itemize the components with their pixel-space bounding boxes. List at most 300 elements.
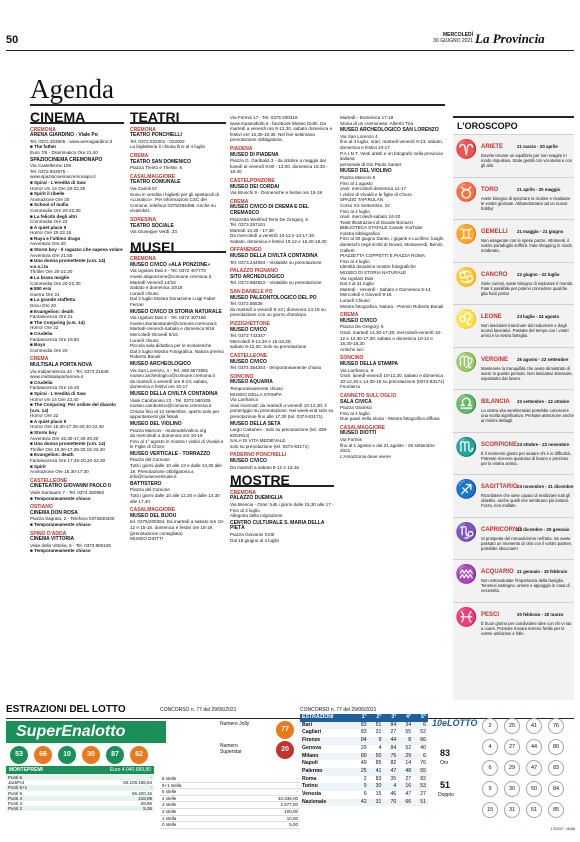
sign-dates: 21 gennaio - 19 febbraio — [517, 569, 568, 574]
superstar-label: 4 stelle — [160, 795, 229, 802]
listing-line: Largo Cattaneo - solo su prenotazione (tel. 338-8254912) — [230, 427, 328, 438]
sign-text: Non lasciatevi trascinare dal malumore e dagli scossi lavorativi. Passate del tempo con i vostri amici e la vostra famiglia. — [481, 323, 569, 338]
listing-block — [30, 505, 124, 527]
listing-city: SPINO D'ADDA — [30, 530, 67, 537]
listing-line: Tutti i giorni dalle 10 alle 13 e dalle 14,30 alle 18. Prenotazione obbligatoria a info@museoverticale.it — [130, 463, 222, 480]
listing-city: CREMA — [30, 356, 49, 363]
ruota-number: 55 — [405, 729, 412, 736]
listing-line: Dal 3 luglio Mostra Fotografica. Natura premio Roberto Bonali — [130, 348, 224, 360]
musei-heading: MUSEI — [130, 245, 226, 254]
superstar-value: - — [229, 789, 300, 796]
listing-line: Fino al 4 luglio — [340, 258, 370, 264]
listing-block — [30, 158, 124, 354]
listing-line: Thriller Ore 15,30-17,35-20,15-22,40 — [30, 446, 105, 452]
10elotto-ball: 25 — [504, 718, 520, 734]
10elotto-ball: 29 — [504, 760, 520, 776]
listing-venue: MUSEO ARCHEOLOGICO — [130, 360, 191, 367]
listing-line: Piazza Trento e Trieste, 6 — [130, 165, 183, 171]
listing-line: Via Giuseppe Verdi, 23 — [130, 229, 177, 235]
listing-block — [130, 257, 226, 307]
ruota-number: 42 — [360, 798, 367, 805]
ruota-number: 29 — [360, 744, 367, 751]
listing-line: Fino al 30 giugno Dante, i giganti e Lucifero: luoghi danteschi negli scritti di Novati, Monteverdi, Benini, Gallerti — [340, 236, 444, 253]
10elotto-ball: 85 — [548, 802, 564, 818]
ruota-number: 51 — [420, 798, 426, 805]
column-header: 1° — [354, 714, 369, 722]
listing-venue: TEATRO PONCHIELLI — [130, 132, 182, 139]
listing-line: fino al 1 agosto e dal 21 agosto - 26 settembre 2021 — [340, 442, 435, 454]
listing-venue: MUSEO DEL VIOLINO — [130, 420, 182, 427]
superenalotto-ball: 66 — [34, 746, 52, 764]
horoscope-sign — [453, 517, 574, 560]
superstar-label: 6 stelle — [160, 776, 229, 782]
horoscope-sign — [453, 177, 574, 220]
listing-line: Martedì - Venerdì - Sabato e Domenica 9-14 — [340, 286, 431, 292]
listing-line: Piazza del Comune — [130, 487, 170, 493]
ruota-number: 44 — [390, 737, 397, 744]
listing-line: Martedì - Domenica 17-19 — [340, 115, 394, 120]
superenalotto-concorso: CONCORSO n. 77 del 29/06/2021 — [160, 707, 237, 713]
teatri-heading: TEATRI — [130, 115, 226, 124]
listing-venue: SALA CIVICA — [340, 398, 372, 405]
prize-label: JackPot — [8, 780, 25, 786]
10elotto-ball: 15 — [482, 802, 498, 818]
horoscope-sign — [453, 474, 574, 517]
superstar-value: 100,00 — [229, 808, 300, 815]
listing-block — [340, 313, 446, 352]
listing-line: Horror Ore 20-22,15 — [30, 230, 72, 236]
listing-title: ■ Storm boy - Il ragazzo che sapeva volare — [30, 247, 123, 253]
sign-dates: 23 luglio - 24 agosto — [517, 314, 560, 319]
listing-city: CREMONA — [130, 256, 156, 263]
listing-line: Da mercoledì a venerdì 10-12 e 14-17,30 — [230, 233, 315, 239]
listing-line: Fuoriterra — [340, 384, 360, 390]
listing-venue: MUSEO DEL VIOLINO — [340, 168, 392, 175]
listing-city: CREMA — [340, 312, 359, 319]
oro-number: 83 — [440, 748, 451, 758]
jolly-label: Numero Jolly — [220, 721, 250, 727]
ruota-number: 2 — [363, 775, 367, 782]
listing-line: SPAZIO TAPIRULAN — [340, 197, 384, 203]
jolly-ball: 77 — [276, 721, 294, 739]
superstar-label: 2 stelle — [160, 808, 229, 815]
listing-line: MUSEO DI STORIA NATURALE — [340, 270, 407, 276]
listing-block — [230, 521, 334, 543]
listing-line: Dal 3 al 31 luglio — [340, 281, 374, 287]
listing-line: Horror Ore 22 — [30, 325, 59, 331]
listing-line: Viale Santuario 7 - Tel. 0374.350882 — [30, 490, 105, 495]
listing-venue: CENTRO CULTURALE S. MARIA DELLA PIETÀ — [230, 519, 325, 532]
listing-title: ■ Una donna promettente (v.m. 14) v.o.s.i.ta — [30, 258, 106, 269]
ruota-number: 25 — [360, 767, 367, 774]
ariete-icon: ♈ — [455, 139, 478, 159]
listing-block — [230, 179, 334, 196]
vergine-icon: ♍ — [455, 351, 478, 372]
ruota-number: 47 — [405, 791, 412, 798]
ruota-number: 50 — [375, 752, 382, 759]
lotto-footer: L'EGO - HUB — [551, 826, 575, 831]
listing-title: ■ Spiral - L'eredità di Saw — [30, 179, 86, 185]
10elotto-ball: 83 — [548, 760, 564, 776]
horoscope-box — [453, 116, 574, 700]
sign-name: CAPRICORNO — [481, 526, 523, 533]
listing-venue: MUSEO DIOTTI — [340, 430, 377, 437]
ruota-number: 83 — [360, 721, 367, 728]
listing-block — [30, 357, 124, 474]
listing-block — [130, 452, 226, 480]
prize-value: 418,09 — [138, 795, 152, 801]
sign-name: ARIETE — [481, 144, 504, 150]
ruota-number: 66 — [420, 737, 426, 744]
10elotto-ball: 51 — [526, 802, 542, 818]
listing-block — [230, 290, 334, 318]
ruota-number: 34 — [405, 721, 412, 728]
ruota-number: 85 — [375, 760, 382, 767]
listing-line: MUSEO DIOTTI — [130, 536, 164, 542]
superenalotto-ball: 62 — [130, 746, 148, 764]
horoscope-sign — [453, 304, 574, 347]
10elotto-ball: 6 — [482, 760, 498, 776]
listing-line: Commedia Ore 20-22,30 — [30, 207, 81, 213]
listing-venue: CINEMA DON ROSA — [30, 509, 78, 516]
superstar-value: - — [229, 782, 300, 789]
superstar-label: 0 stelle — [160, 822, 229, 829]
listing-venue: MUSEO CIVICO — [230, 458, 267, 465]
listing-info: - Viale Po — [75, 132, 98, 139]
ruota-number: 40 — [420, 744, 426, 751]
listing-line: Via Ugolani Dati 4 - Tel. 0372 407168 — [130, 315, 206, 321]
10elotto-ball: 31 — [504, 802, 520, 818]
listing-venue: MUSEO DELLA SETA — [230, 420, 281, 427]
sign-name: SCORPIONE — [481, 441, 518, 448]
doppio-number: 51 — [440, 780, 451, 790]
listing-block — [30, 128, 124, 156]
listing-block — [130, 508, 226, 542]
listing-venue: MUSEO CIVICO DI STORIA NATURALE — [130, 308, 222, 315]
listing-city: PIZZIGHETTONE — [230, 321, 270, 327]
mostre-column — [340, 115, 446, 700]
10elotto-ball: 50 — [526, 781, 542, 797]
listing-line: SALA DI VITA MEDIEVALE — [230, 438, 286, 444]
estrazioni-label: ESTRAZIONI — [300, 714, 354, 722]
ruota-name: Torino — [302, 783, 318, 790]
sign-text: La vostra vita sentimentale potrebbe conoscere una svolta significativa. Prestate attenzione anche ai minimi dettagli. — [481, 408, 574, 423]
listing-line: Tel. 0374 354344 - temporaneamente chiuso — [230, 365, 322, 371]
listing-block — [230, 375, 334, 420]
listing-line: Piazzetta Winifred Terni De Gregory, 5 — [230, 216, 308, 222]
sign-text: È buon giorno per condividere idee con chi vi sta a cuore. Potreste trovare terreno fertile per le vostre ambizioni e folle. — [481, 620, 572, 636]
superstar-value: 40.336,00 — [229, 795, 300, 802]
listing-block — [130, 392, 226, 420]
prize-value: 28,96 — [140, 801, 152, 807]
listing-venue: SITO ARCHEOLOGICO — [230, 273, 285, 280]
listing-line: Avventura Ore 20 — [30, 241, 66, 247]
horoscope-sign — [453, 389, 574, 432]
sign-dates: 23 novembre - 21 dicembre — [517, 484, 574, 489]
column-header: 2° — [369, 714, 384, 722]
prize-label: Punti 2 — [8, 806, 23, 812]
listing-line: Via Castelleone 108 — [30, 163, 72, 169]
listing-title: ■ Storm boy — [30, 430, 57, 436]
listing-block — [230, 322, 334, 350]
listing-title: ■ Temporaneamente chiuso — [30, 495, 91, 501]
listing-title: ■ Una donna promettente (v.m. 14) — [30, 441, 106, 447]
gemelli-icon: ♊ — [455, 224, 478, 244]
prize-label: Punti 6 — [8, 775, 23, 780]
listing-line: Chiuso fino al 12 settembre, aperto solo per appuntamenti già fissati — [130, 408, 220, 420]
listing-title: ■ Temporaneamente chiuso — [30, 548, 91, 554]
listing-venue: MUSEO CIVICO — [340, 317, 377, 324]
listing-venue: MUSEO DEL BIJOU — [130, 512, 177, 519]
listing-line: Piazza del Comune — [130, 457, 170, 463]
listing-block — [230, 453, 334, 470]
listing-block — [130, 310, 226, 360]
listing-line: da martedì a venerdì 8-13 | domenica 14-19 su prenotazione con un giorno d'anticipo — [230, 306, 326, 318]
listing-line: La biglietteria è chiusa fino al 4 luglio — [130, 144, 206, 150]
superstar-value: 5,00 — [229, 822, 300, 829]
listing-line: Sono in vendita i biglietti per gli spettacoli di «Lunatico». Per informazioni CSC del Comune, telefono 0375/284496. Anche su vivaticket. — [130, 191, 219, 214]
ruota-number: 35 — [390, 775, 397, 782]
musei-continued-column — [230, 115, 334, 700]
listing-line: Via Ugolani Dati — [340, 275, 373, 281]
listing-city: CASTELLEONE — [30, 477, 68, 484]
sign-text: Siete curiosi, avete bisogno di esplorare il mondo. Fate il possibile per potervi concedere qualche gita fuori porta! — [481, 280, 574, 296]
10elotto-ball: 30 — [504, 781, 520, 797]
ruota-number: 8 — [408, 737, 412, 744]
sign-name: BILANCIA — [481, 399, 510, 405]
title-rule — [30, 104, 445, 106]
10elotto-ball: 44 — [526, 739, 542, 755]
page-title: Agenda — [30, 74, 114, 104]
listing-line: Tel. 0373.257161 — [230, 222, 266, 228]
listing-line: Animazione Ore 20 — [30, 196, 70, 202]
listing-line: Mercoledì e Giovedì 9-16 — [340, 292, 392, 298]
listing-line: Lunedì Chiuso — [340, 298, 370, 303]
listing-line: Sabato, domenica e festivi 10-12 e 15,30-18,30 — [230, 238, 327, 244]
horoscope-sign — [453, 219, 574, 262]
listing-city: CASALMAGGIORE — [340, 424, 385, 431]
horoscope-sign — [453, 559, 574, 602]
listing-line: MUSEO DELLA STAMPA — [230, 391, 282, 397]
listing-line: personale di Gio Paolo Santer — [340, 161, 402, 167]
ruota-number: 9 — [363, 783, 367, 790]
cinema-heading: CINEMA — [30, 115, 124, 124]
listing-line: fino al 4 luglio, orari: martedì-venerdì 9-13, sabato, domenica e festivi 10-17 — [340, 139, 443, 150]
listing-line: Piazza Sagrato, 2 - Telefono 0372840405 — [30, 516, 115, 522]
listing-venue: MUSEO DELLA STAMPA — [340, 360, 398, 367]
listing-title: ■ Evangelion: death — [30, 452, 74, 458]
superenalotto-ball: 10 — [58, 746, 76, 764]
superstar-label: 1 stella — [160, 815, 229, 822]
10elotto-ball: 80 — [548, 739, 564, 755]
listing-line: Via Cairoli 57 — [130, 185, 158, 191]
bilancia-icon: ♎ — [455, 394, 478, 414]
ruota-number: 51 — [375, 721, 382, 728]
listing-title: ■ La grande staffetta — [30, 297, 76, 303]
prize-label: Punti 5+1 — [8, 785, 28, 791]
listing-venue: MUSEO ARCHEOLOGICO SAN LORENZO — [340, 127, 439, 134]
scorpione-icon: ♏ — [455, 436, 478, 457]
listing-line: Via Ugolani Dati 4 - Tel. 0372 407770 — [130, 268, 206, 274]
listing-line: Piazza Marconi - museodelviolino.org — [130, 427, 207, 433]
listing-venue: MUSEO DEI CORDAI — [230, 183, 280, 190]
10elotto-ball: 76 — [548, 718, 564, 734]
listing-line: Twist Illustrazioni di Davide Bonazzi — [340, 219, 413, 225]
page-number: 50 — [6, 34, 19, 46]
sign-text: Si prospetta del romanticismo nell'aria. Se avete passato un momento di crisi con il vostro partner, potrebbe sbocciare! — [481, 535, 573, 551]
listing-title: ■ The Conjuring: Per ordine del diavolo (v.m. 14) — [30, 402, 116, 413]
listing-title: ■ Crudelia — [30, 330, 53, 336]
listing-block — [230, 422, 334, 450]
listing-line: Via Indipendenza 44 - Tel. 0373.21849 — [30, 368, 109, 374]
ruota-number: 30 — [375, 783, 382, 790]
ruota-name: Roma — [302, 775, 317, 782]
sign-text: È il momento giusto per aiutare chi è in difficoltà. Potreste ricevere qualcosa di buono e prezioso per la vostra anima. — [481, 450, 572, 466]
superstar-value: - — [229, 776, 300, 782]
10elotto-ball: 47 — [526, 760, 542, 776]
ruota-number: 15 — [375, 791, 382, 798]
ruota-number: 9 — [378, 737, 382, 744]
leone-icon: ♌ — [455, 309, 478, 329]
10elotto-ball: 41 — [526, 718, 542, 734]
sign-dates: 21 maggio - 21 giugno — [517, 229, 564, 234]
listing-line: da mercoledì a domenica ore 10-18 — [130, 433, 203, 439]
listing-city: CREMA — [230, 198, 249, 205]
listing-block — [30, 479, 124, 501]
listing-line: Fantascienza Ore 19,50 — [30, 336, 80, 342]
listing-title: ■ The Conjuring (v.m. 14) — [30, 319, 85, 325]
listing-city: CANNETO SULL'OGLIO — [340, 392, 397, 399]
ruota-number: 14 — [405, 760, 412, 767]
listing-city: CREMA — [130, 152, 149, 159]
listing-line: Antiche luci — [340, 346, 364, 352]
listing-block — [130, 482, 226, 504]
ruota-number: 84 — [390, 721, 397, 728]
issue-date: MERCOLEDÌ 30 GIUGNO 2021 — [433, 32, 473, 44]
ruota-number: 83 — [360, 729, 367, 736]
listing-venue: MUSEO DELLA CIVILTÀ CONTADINA — [230, 253, 318, 260]
listing-line: Identità donatrice mostre fotografiche — [340, 264, 416, 270]
listing-block — [340, 128, 446, 167]
listing-title: ■ Boys — [30, 342, 46, 348]
listing-line: Fantascienza Ore 21 — [30, 314, 73, 320]
ruota-number: 29 — [405, 752, 412, 759]
listing-line: Via Formis — [340, 437, 362, 443]
column-header: 5° — [413, 714, 428, 722]
10elotto-ball: 84 — [548, 781, 564, 797]
listing-line: Lunedì chiuso — [130, 337, 159, 343]
listing-block — [340, 356, 446, 390]
ruota-number: 52 — [420, 729, 426, 736]
listing-title: ■ Spiral - L'eredità di Saw — [30, 390, 86, 396]
listing-line: Piccola sala didattica per le scolaresche — [130, 343, 212, 349]
listing-line: Tel. 0372.453505 - www.arenagiardino.it — [30, 138, 112, 144]
listing-line: P.A.I.N.T. Venti artisti e un fotografo nella provincia italiana — [340, 150, 443, 162]
cinema-column — [30, 109, 124, 700]
ruota-name: Palermo — [302, 767, 323, 774]
prize-value: 56.420,16 — [131, 790, 152, 796]
listing-block — [230, 200, 334, 245]
sign-name: GEMELLI — [481, 229, 508, 235]
superstar-label: 3 stelle — [160, 802, 229, 809]
listing-line: da martedì a venerdì ore 9-13; sabato, domenica e festivi ore 10-17 — [130, 378, 209, 390]
listing-line: Via Lanfranco — [230, 397, 259, 403]
listing-line: Allegoria della migrazione — [230, 513, 283, 519]
ruota-number: 48 — [405, 767, 412, 774]
listing-city: CREMONA — [130, 126, 156, 133]
sign-text: Mantenete la tranquillità che avete dimostrato di avere in questo periodo. Non lasciatevi stressare, soprattutto dal lavoro. — [481, 365, 573, 381]
ruota-number: 66 — [405, 798, 412, 805]
listing-line: Thriller Ore 20-22,30 — [30, 269, 73, 275]
listing-line: orari: mercoledì-sabato 16-20 — [340, 214, 401, 220]
listing-line: BIBLIOTECA STATALE Canale YouTube — [340, 225, 423, 231]
listing-city: CREMONA — [30, 126, 56, 133]
superstar-value: 10,00 — [229, 815, 300, 822]
superenalotto-prizes — [6, 775, 154, 811]
listing-block — [340, 394, 446, 422]
listing-block — [340, 115, 446, 126]
listing-block — [130, 422, 226, 450]
prize-label: Punti 3 — [8, 801, 23, 807]
listing-venue: MUSEO PALEONTOLOGICO DEL PO — [230, 294, 317, 301]
listing-title: ■ 800 eroi — [30, 286, 52, 292]
listing-line: Sabato e domenica 10/18 — [130, 285, 183, 291]
cancro-icon: ♋ — [455, 266, 478, 287]
sign-dates: 22 dicembre - 20 gennaio — [517, 526, 570, 532]
listing-venue: ARENA GIARDINO - Viale Po — [30, 132, 98, 139]
horoscope-title: L'OROSCOPO — [453, 118, 574, 134]
listing-line: Fantascienza Ore 15-20 — [30, 385, 80, 391]
sign-dates: 21 aprile - 20 maggio — [517, 186, 561, 192]
listing-line: Dal 3 luglio Mostra Donazione Luigi Faber Ferrari — [130, 296, 216, 308]
ruota-name: Bari — [302, 721, 313, 728]
listing-title: ■ Spirit — [30, 463, 46, 469]
listing-line: Fino al 4 luglio — [340, 208, 370, 214]
ruota-name: Venezia — [302, 791, 322, 798]
listing-block — [30, 532, 124, 554]
listing-line: Corso XX Settembre, 22 — [340, 202, 390, 208]
listing-line: Guerra Ore 21 — [30, 291, 60, 297]
superstar-ball: 20 — [276, 741, 294, 759]
listing-line: Avventura Ore 21,50 — [30, 252, 73, 258]
header-rule — [6, 50, 574, 51]
listing-city: PADERNO PONCHIELLI — [230, 452, 287, 459]
listing-venue: SPAZIOCINEMA CREMONAPO — [30, 156, 103, 163]
listing-block — [230, 248, 334, 265]
ruota-number: 31 — [375, 729, 382, 736]
ruota-number: 76 — [390, 752, 397, 759]
sign-name: SAGITTARIO — [481, 484, 518, 490]
horoscope-sign — [453, 347, 574, 390]
10elotto-ball: 2 — [482, 718, 498, 734]
listing-line: Orari: lunedì-venerdì 10-12,30, sabato e domenica 10-12,30 e 14,30-18 su prenotazione (0374-83171) — [340, 373, 445, 384]
ruota-number: 41 — [375, 767, 382, 774]
ruota-number: 76 — [420, 760, 426, 767]
listing-line: Viale Cambonino 22 - Tel. 0372 560105 — [130, 397, 211, 403]
sign-text: Dovete trovare un equilibrio per non svagire in modo impulsivo. State gentili con voi stessi e con gli altri. — [481, 153, 573, 168]
ruota-number: 70 — [390, 798, 397, 805]
listing-line: Tel. 0372.65536 — [230, 301, 263, 307]
listing-line: Via Lanfranco, 6 — [340, 367, 374, 373]
horoscope-sign — [453, 432, 574, 475]
listing-line: Via San Lorenzo, 4 - Tel. 366 6673881 — [130, 367, 209, 373]
ruota-number: 27 — [390, 729, 397, 736]
lotto-ruote-table — [300, 714, 428, 806]
horoscope-sign — [453, 134, 574, 177]
ruota-number: 27 — [405, 775, 412, 782]
ruota-number: 82 — [390, 760, 397, 767]
listing-venue: TEATRO SAN DOMENICO — [130, 158, 192, 165]
